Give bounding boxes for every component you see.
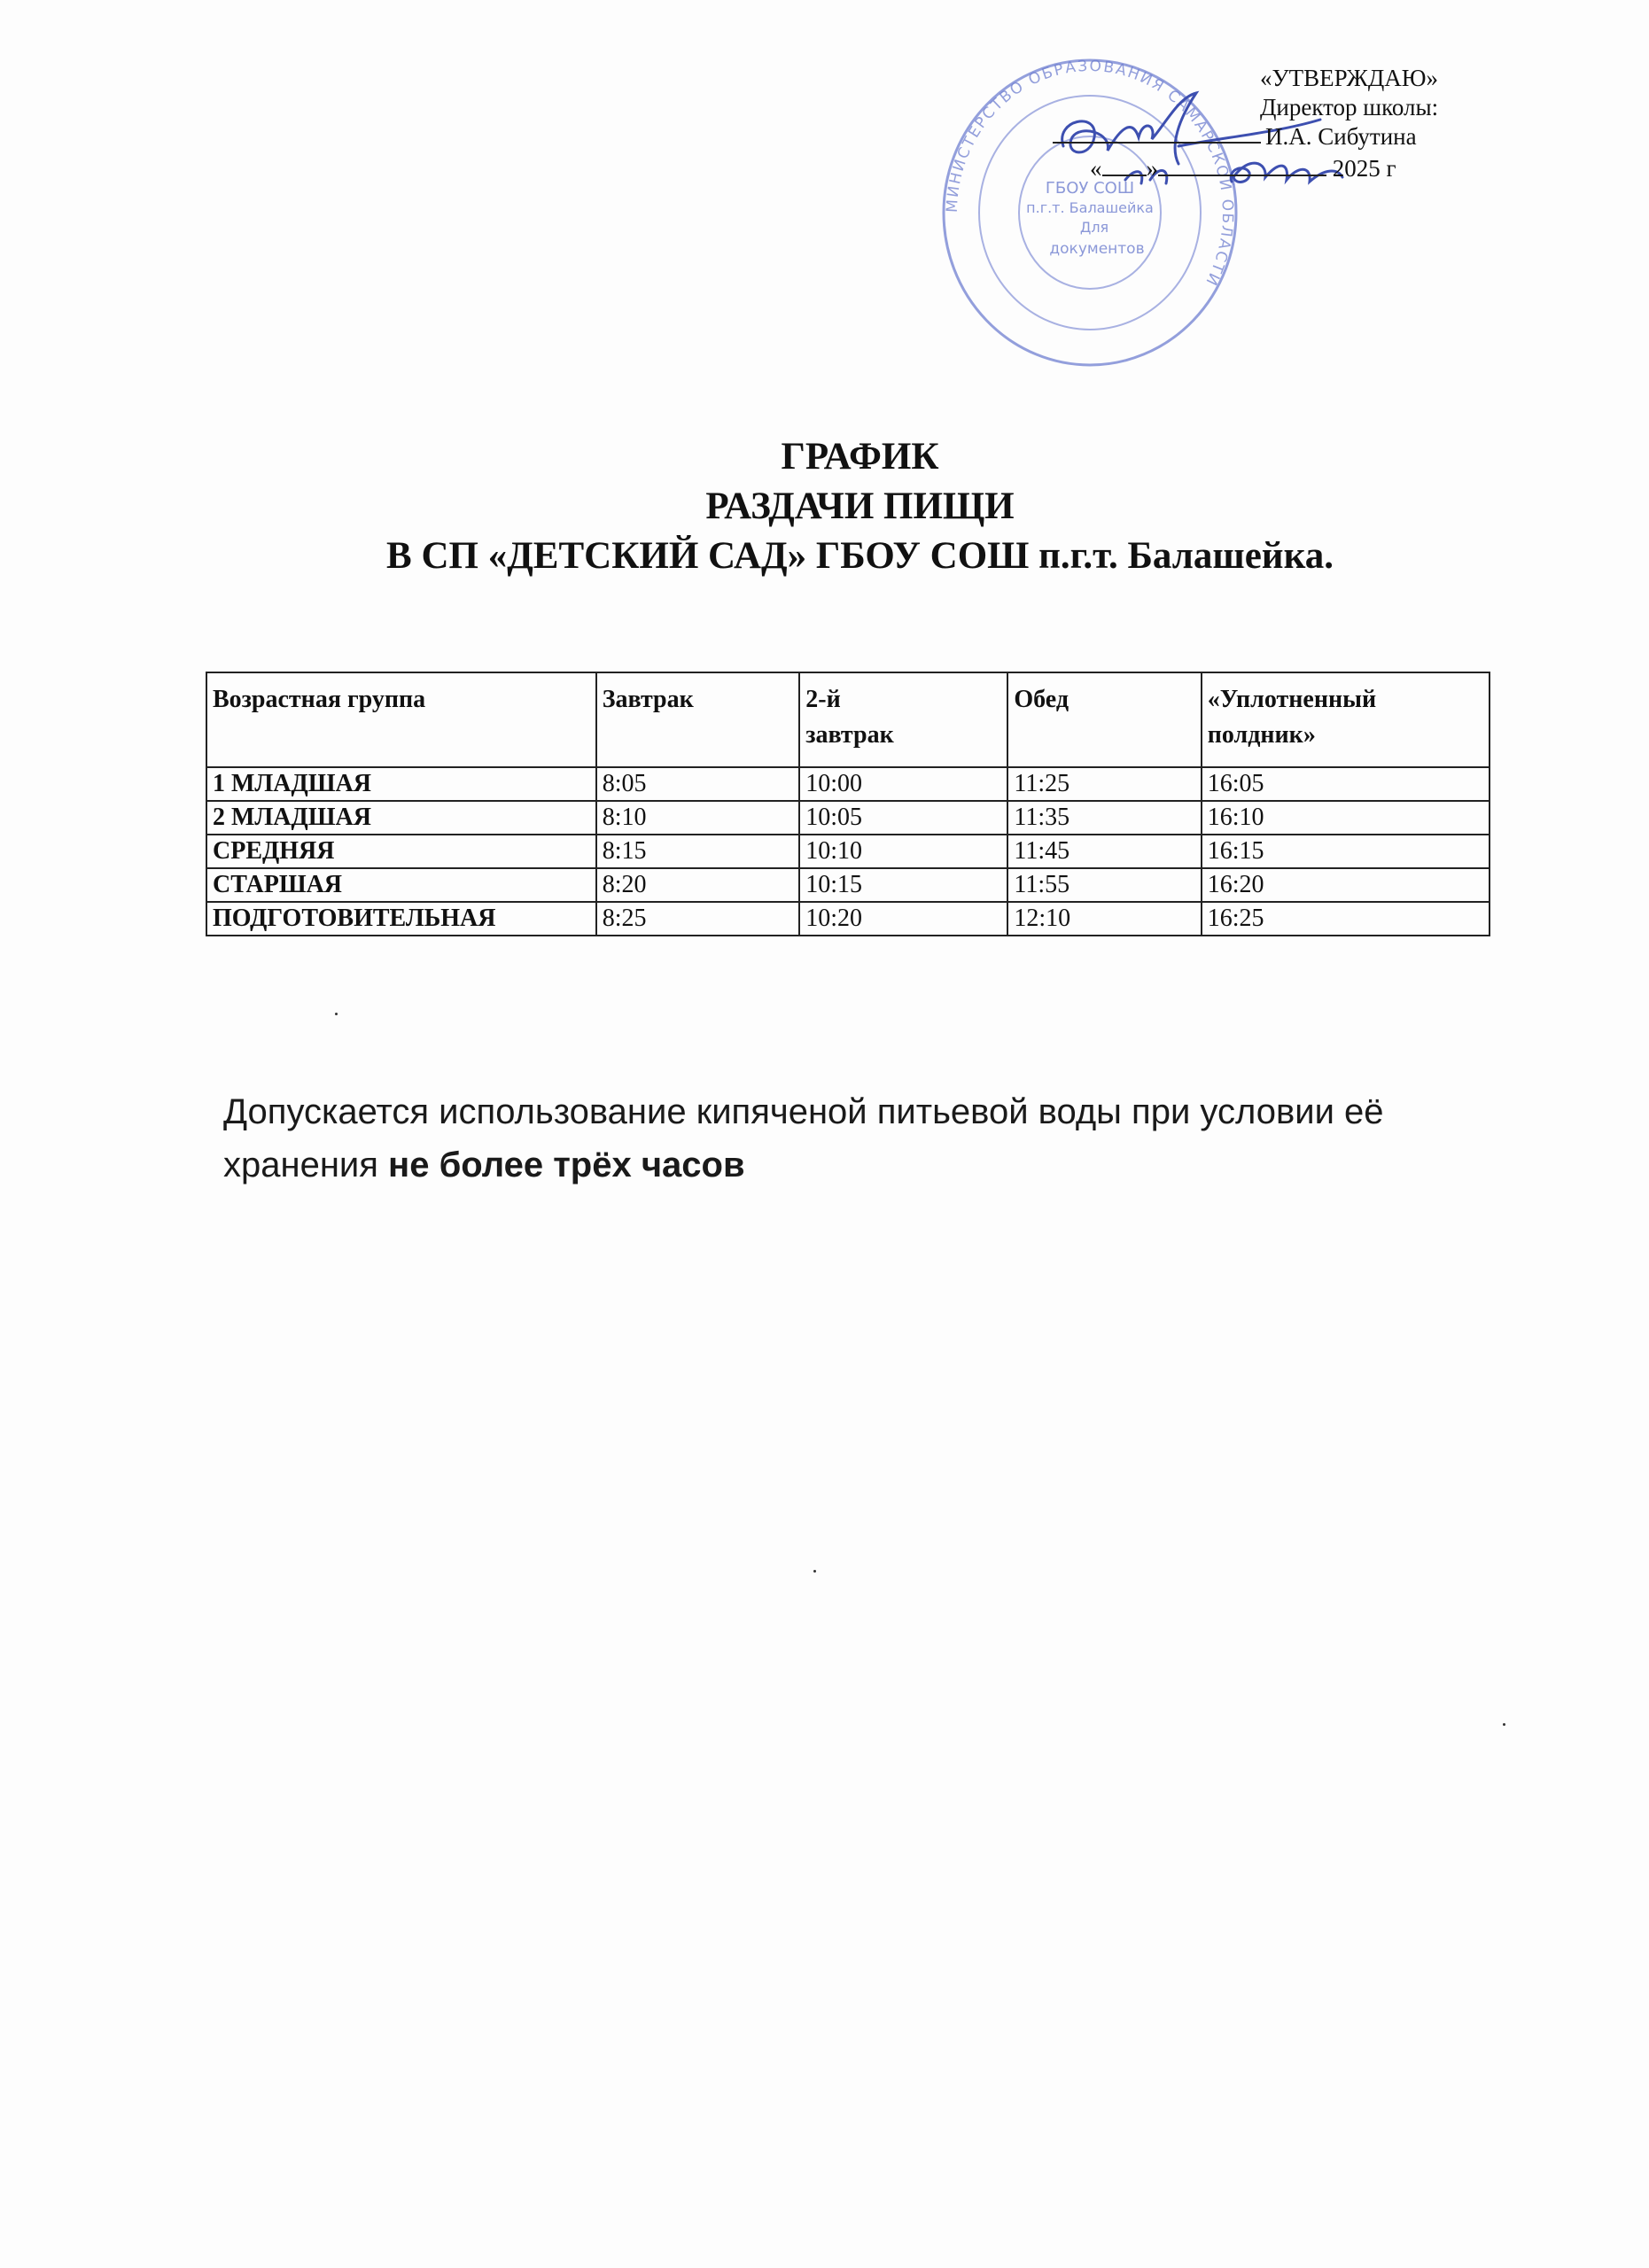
cell-breakfast: 8:10 [596,801,800,835]
signature-line [1053,142,1261,144]
header-lunch: Обед [1007,672,1201,767]
stamp-center-line3: Для [1079,219,1109,236]
approval-block [1090,64,1579,182]
scan-speck [335,1013,338,1015]
cell-snack: 16:15 [1202,835,1490,868]
cell-snack: 16:20 [1202,868,1490,902]
title-line-1: ГРАФИК [781,436,939,478]
approval-date [1090,154,1396,183]
cell-group: СТАРШАЯ [206,868,596,902]
approval-label: «УТВЕРЖДАЮ» [1260,65,1439,91]
table-row [206,767,1490,801]
cell-breakfast: 8:15 [596,835,800,868]
note-text: Допускается использование кипяченой питьевой воды при условии её хранения [223,1092,1384,1184]
scan-speck [1503,1723,1505,1726]
scan-speck [813,1570,816,1573]
cell-breakfast: 8:25 [596,902,800,936]
cell-second-breakfast: 10:20 [799,902,1007,936]
cell-group: СРЕДНЯЯ [206,835,596,868]
header-snack-2: полдник» [1207,721,1316,749]
approval-name: И.А. Сибутина [1265,123,1417,150]
cell-lunch: 11:55 [1007,868,1201,902]
document-title [0,432,1649,581]
header-group: Возрастная группа [206,672,596,767]
note-emphasis: не более трёх часов [388,1146,745,1184]
stamp-center-line4: документов [1049,240,1145,258]
cell-snack: 16:10 [1202,801,1490,835]
table-row [206,835,1490,868]
approval-position: Директор школы: [1260,94,1439,120]
stamp-ring-text: МИНИСТЕРСТВО ОБРАЗОВАНИЯ САМАРСКОЙ ОБЛАСТИ [943,57,1237,290]
cell-group: 2 МЛАДШАЯ [206,801,596,835]
cell-lunch: 11:45 [1007,835,1201,868]
table-row [206,902,1490,936]
header-second-breakfast [799,672,1007,767]
approval-date-close-quote: » [1146,155,1158,182]
stamp-center-line2: п.г.т. Балашейка [1026,199,1154,216]
cell-second-breakfast: 10:00 [799,767,1007,801]
cell-group: 1 МЛАДШАЯ [206,767,596,801]
cell-group: ПОДГОТОВИТЕЛЬНАЯ [206,902,596,936]
header-breakfast: Завтрак [596,672,800,767]
cell-breakfast: 8:05 [596,767,800,801]
header-second-breakfast-1: 2-й [805,686,841,713]
cell-second-breakfast: 10:15 [799,868,1007,902]
table-row [206,868,1490,902]
cell-snack: 16:05 [1202,767,1490,801]
header-second-breakfast-2: завтрак [805,721,894,749]
cell-lunch: 11:25 [1007,767,1201,801]
cell-lunch: 12:10 [1007,902,1201,936]
cell-breakfast: 8:20 [596,868,800,902]
cell-lunch: 11:35 [1007,801,1201,835]
cell-snack: 16:25 [1202,902,1490,936]
header-snack [1202,672,1490,767]
table-header-row [206,672,1490,767]
title-line-2: РАЗДАЧИ ПИЩИ [705,485,1015,527]
cell-second-breakfast: 10:05 [799,801,1007,835]
approval-date-year: 2025 г [1332,155,1396,182]
table-row [206,801,1490,835]
meal-schedule-table [206,672,1490,936]
approval-date-open-quote: « [1090,155,1102,182]
cell-second-breakfast: 10:10 [799,835,1007,868]
header-snack-1: «Уплотненный [1207,686,1377,713]
stamp-center-line1: ГБОУ СОШ [1045,179,1135,198]
title-line-3: В СП «ДЕТСКИЙ САД» ГБОУ СОШ п.г.т. Балашейка. [386,535,1334,577]
water-storage-note [223,1085,1508,1192]
